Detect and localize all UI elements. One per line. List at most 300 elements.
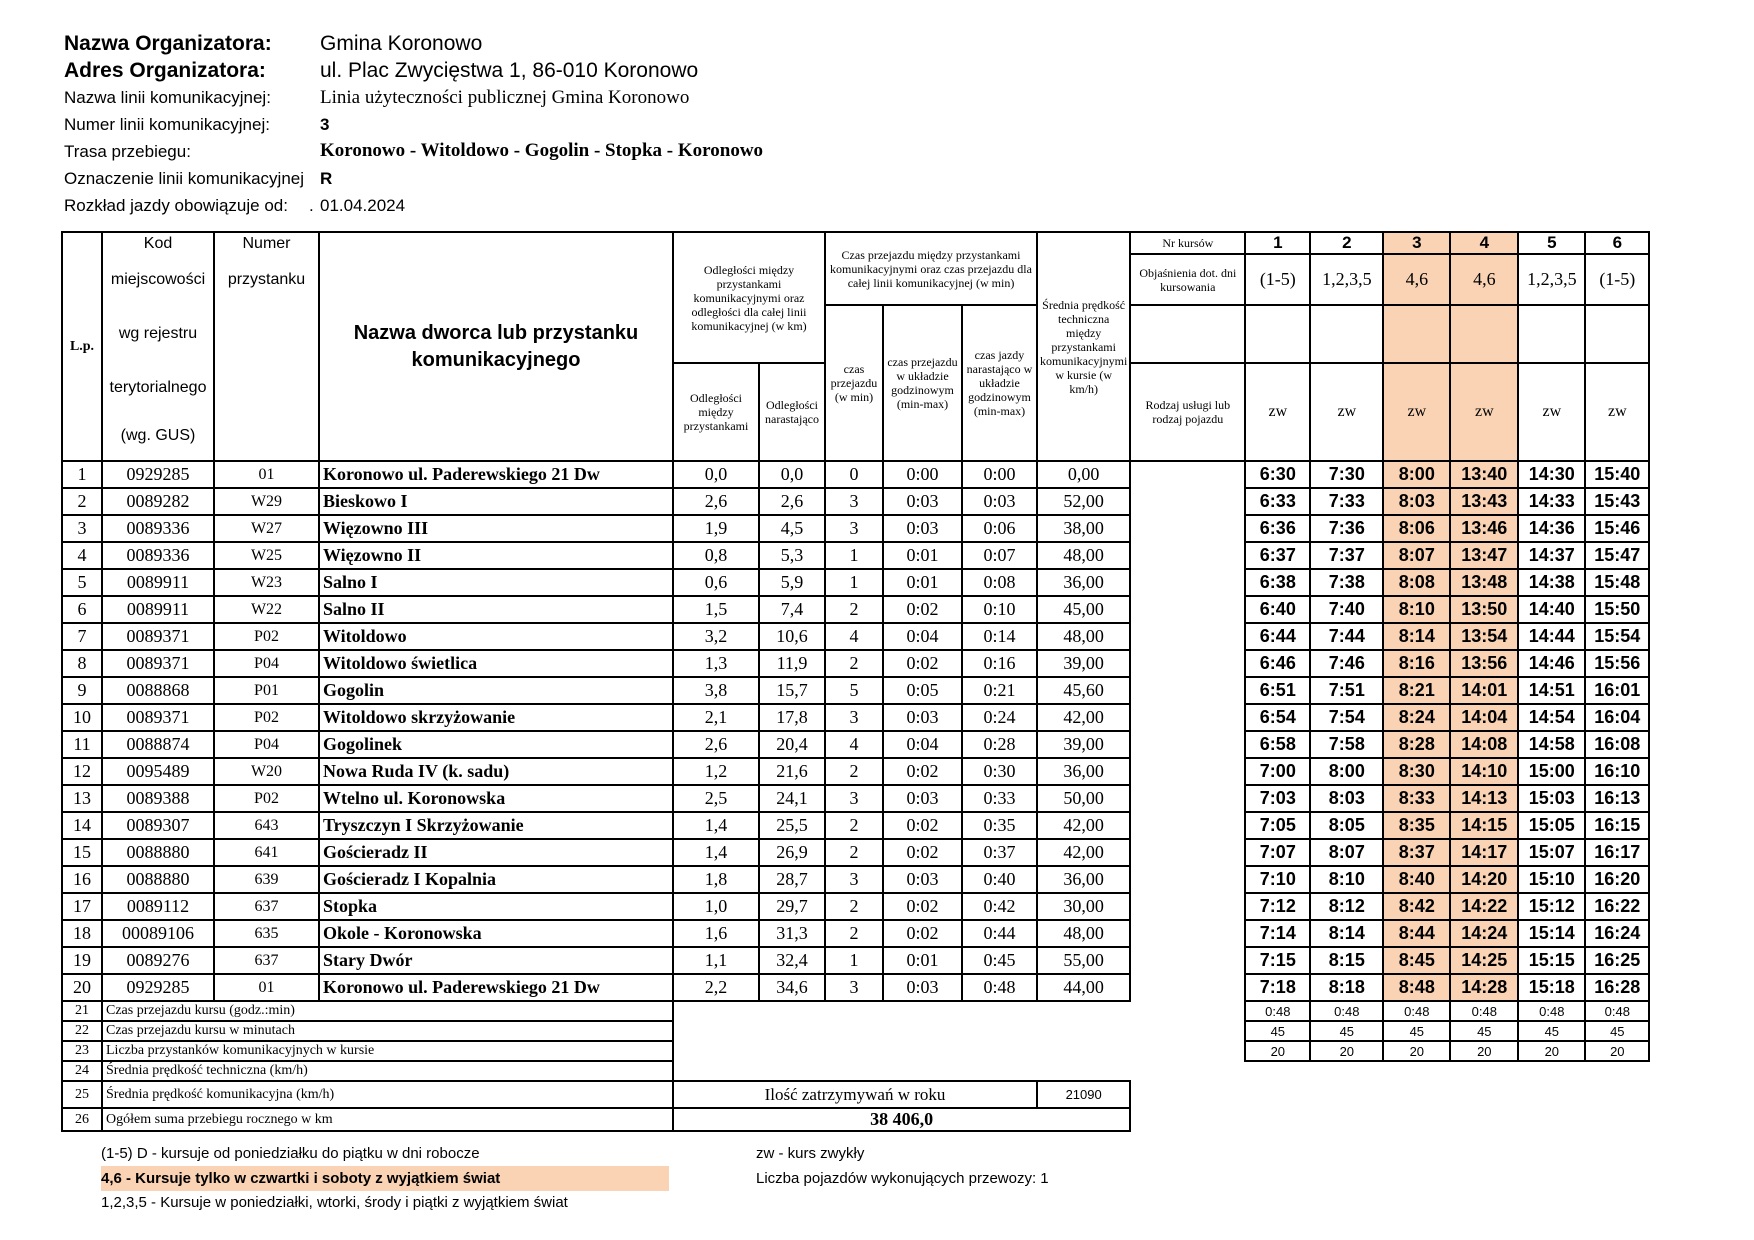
- row-stop-number: W22: [214, 596, 319, 623]
- table-row: [62, 974, 1649, 1001]
- line-number-value: 3: [320, 115, 330, 134]
- valid-value: 01.04.2024: [320, 196, 406, 215]
- row-time-min: 1: [825, 542, 883, 569]
- departure-time: 14:58: [1518, 731, 1585, 758]
- row-spacer: [1130, 839, 1245, 866]
- organizer-value: Gmina Koronowo: [320, 32, 483, 55]
- row-time-min: 4: [825, 731, 883, 758]
- departure-time: 16:08: [1585, 731, 1649, 758]
- row-distance-cum: 21,6: [759, 758, 825, 785]
- row-stop-name: Więzowno III: [319, 515, 673, 542]
- departure-time: 14:15: [1450, 812, 1518, 839]
- course-nr: 5: [1518, 232, 1585, 254]
- valid-label: Rozkład jazdy obowiązuje od:: [64, 196, 288, 215]
- row-gus-code: 0089911: [102, 569, 214, 596]
- summary-value: 0:48: [1450, 1001, 1518, 1021]
- departure-time: 15:56: [1585, 650, 1649, 677]
- row-distance: 2,1: [673, 704, 759, 731]
- summary-value: 45: [1383, 1021, 1450, 1041]
- row-distance-cum: 26,9: [759, 839, 825, 866]
- departure-time: 14:17: [1450, 839, 1518, 866]
- row-time-cum: 0:28: [962, 731, 1037, 758]
- departure-time: 8:18: [1310, 974, 1383, 1001]
- row-distance-cum: 11,9: [759, 650, 825, 677]
- row-lp: 11: [62, 731, 102, 758]
- departure-time: 13:46: [1450, 515, 1518, 542]
- departure-time: 6:30: [1245, 461, 1310, 488]
- departure-time: 7:54: [1310, 704, 1383, 731]
- row-distance-cum: 25,5: [759, 812, 825, 839]
- row-lp: 1: [62, 461, 102, 488]
- departure-time: 7:44: [1310, 623, 1383, 650]
- row-gus-code: 0089371: [102, 650, 214, 677]
- row-spacer: [1130, 596, 1245, 623]
- row-speed: 52,00: [1037, 488, 1130, 515]
- course-nr: 3: [1383, 232, 1450, 254]
- row-spacer: [1130, 785, 1245, 812]
- row-spacer: [1130, 947, 1245, 974]
- row-stop-name: Stary Dwór: [319, 947, 673, 974]
- row-gus-code: 0089282: [102, 488, 214, 515]
- row-spacer: [1130, 515, 1245, 542]
- departure-time: 15:54: [1585, 623, 1649, 650]
- summary-value: 0:48: [1383, 1001, 1450, 1021]
- line-name-value: Linia użyteczności publicznej Gmina Koronowo: [320, 87, 690, 108]
- row-time-min: 2: [825, 596, 883, 623]
- summary-row: [62, 1108, 1649, 1131]
- row-time-hm: 0:01: [883, 542, 962, 569]
- row-time-hm: 0:02: [883, 812, 962, 839]
- row-time-hm: 0:05: [883, 677, 962, 704]
- row-time-cum: 0:42: [962, 893, 1037, 920]
- row-time-min: 1: [825, 947, 883, 974]
- col-head-kod-1: Kod: [102, 232, 214, 254]
- row-stop-name: Stopka: [319, 893, 673, 920]
- row-gus-code: 0089336: [102, 515, 214, 542]
- departure-time: 6:33: [1245, 488, 1310, 515]
- col-head-distance-group: Odległości między przystankami komunikacyjnymi oraz odległości dla całej linii komunikacyjnej (w km): [673, 232, 825, 363]
- row-distance: 1,4: [673, 839, 759, 866]
- line-name-label: Nazwa linii komunikacyjnej:: [64, 88, 271, 107]
- row-stop-name: Okole - Koronowska: [319, 920, 673, 947]
- table-row: [62, 866, 1649, 893]
- summary-row: [62, 1041, 1649, 1061]
- row-speed: 48,00: [1037, 542, 1130, 569]
- row-stop-name: Bieskowo I: [319, 488, 673, 515]
- col-head-kod-45: [102, 363, 214, 461]
- departure-time: 14:51: [1518, 677, 1585, 704]
- row-speed: 42,00: [1037, 812, 1130, 839]
- row-distance-cum: 32,4: [759, 947, 825, 974]
- departure-time: 8:07: [1310, 839, 1383, 866]
- row-lp: 13: [62, 785, 102, 812]
- table-row: [62, 596, 1649, 623]
- departure-time: 7:51: [1310, 677, 1383, 704]
- row-distance: 2,5: [673, 785, 759, 812]
- row-lp: 3: [62, 515, 102, 542]
- table-row: [62, 650, 1649, 677]
- row-lp: 17: [62, 893, 102, 920]
- departure-time: 15:47: [1585, 542, 1649, 569]
- departure-time: 15:40: [1585, 461, 1649, 488]
- row-distance: 1,6: [673, 920, 759, 947]
- summary-value: 0:48: [1310, 1001, 1383, 1021]
- table-row: [62, 893, 1649, 920]
- departure-time: 15:50: [1585, 596, 1649, 623]
- departure-time: 8:07: [1383, 542, 1450, 569]
- departure-time: 16:10: [1585, 758, 1649, 785]
- departure-time: 7:37: [1310, 542, 1383, 569]
- departure-time: 13:47: [1450, 542, 1518, 569]
- departure-time: 14:44: [1518, 623, 1585, 650]
- row-distance: 1,3: [673, 650, 759, 677]
- row-time-cum: 0:40: [962, 866, 1037, 893]
- departure-time: 8:06: [1383, 515, 1450, 542]
- table-row: [62, 947, 1649, 974]
- row-stop-name: Wtelno ul. Koronowska: [319, 785, 673, 812]
- departure-time: 15:07: [1518, 839, 1585, 866]
- row-speed: 45,00: [1037, 596, 1130, 623]
- col-head-time-cum: czas jazdy narastająco w układzie godzinowym (min-max): [962, 305, 1037, 461]
- table-row: [62, 920, 1649, 947]
- row-spacer: [1130, 893, 1245, 920]
- departure-time: 7:40: [1310, 596, 1383, 623]
- course-type: zw: [1245, 363, 1310, 461]
- table-row: [62, 569, 1649, 596]
- row-time-hm: 0:02: [883, 920, 962, 947]
- summary-value: 45: [1450, 1021, 1518, 1041]
- departure-time: 14:40: [1518, 596, 1585, 623]
- summary-label: Średnia prędkość komunikacyjna (km/h): [102, 1081, 673, 1108]
- departure-time: 6:51: [1245, 677, 1310, 704]
- row-distance: 1,2: [673, 758, 759, 785]
- row-stop-name: Witoldowo świetlica: [319, 650, 673, 677]
- row-time-cum: 0:33: [962, 785, 1037, 812]
- row-stop-name: Tryszczyn I Skrzyżowanie: [319, 812, 673, 839]
- organizer-label: Nazwa Organizatora:: [64, 32, 272, 55]
- legend-thu-sat: 4,6 - Kursuje tylko w czwartki i soboty z wyjątkiem świat: [101, 1170, 501, 1187]
- row-distance-cum: 5,3: [759, 542, 825, 569]
- table-row: [62, 488, 1649, 515]
- departure-time: 8:08: [1383, 569, 1450, 596]
- row-stop-number: W27: [214, 515, 319, 542]
- row-time-hm: 0:00: [883, 461, 962, 488]
- row-time-hm: 0:04: [883, 623, 962, 650]
- departure-time: 14:28: [1450, 974, 1518, 1001]
- annual-km: 38 406,0: [673, 1108, 1130, 1131]
- row-stop-number: 641: [214, 839, 319, 866]
- departure-time: 14:30: [1518, 461, 1585, 488]
- row-stop-number: 639: [214, 866, 319, 893]
- row-stop-name: Witoldowo: [319, 623, 673, 650]
- col-head-kod-5: (wg. GUS): [120, 426, 196, 444]
- row-stop-number: P02: [214, 785, 319, 812]
- row-stop-number: 635: [214, 920, 319, 947]
- row-spacer: [1130, 758, 1245, 785]
- line-number-label: Numer linii komunikacyjnej:: [64, 115, 270, 134]
- departure-time: 15:15: [1518, 947, 1585, 974]
- row-distance: 3,2: [673, 623, 759, 650]
- row-time-min: 3: [825, 515, 883, 542]
- row-spacer: [1130, 488, 1245, 515]
- row-time-hm: 0:03: [883, 866, 962, 893]
- departure-time: 8:21: [1383, 677, 1450, 704]
- col-head-nr-kursow: Nr kursów: [1130, 232, 1245, 254]
- row-gus-code: 0095489: [102, 758, 214, 785]
- table-row: [62, 731, 1649, 758]
- col-head-dist-between: Odległości między przystankami: [673, 363, 759, 461]
- departure-time: 8:10: [1310, 866, 1383, 893]
- row-stop-number: W23: [214, 569, 319, 596]
- row-spacer: [1130, 569, 1245, 596]
- departure-time: 14:22: [1450, 893, 1518, 920]
- row-distance-cum: 2,6: [759, 488, 825, 515]
- row-stop-name: Nowa Ruda IV (k. sadu): [319, 758, 673, 785]
- departure-time: 7:58: [1310, 731, 1383, 758]
- departure-time: 7:30: [1310, 461, 1383, 488]
- row-gus-code: 0929285: [102, 974, 214, 1001]
- route-label: Trasa przebiegu:: [64, 142, 191, 161]
- departure-time: 7:12: [1245, 893, 1310, 920]
- row-speed: 30,00: [1037, 893, 1130, 920]
- row-time-min: 1: [825, 569, 883, 596]
- course-days: (1-5): [1245, 254, 1310, 305]
- departure-time: 14:20: [1450, 866, 1518, 893]
- departure-time: 8:12: [1310, 893, 1383, 920]
- departure-time: 14:54: [1518, 704, 1585, 731]
- row-time-cum: 0:06: [962, 515, 1037, 542]
- row-time-min: 3: [825, 704, 883, 731]
- departure-time: 8:30: [1383, 758, 1450, 785]
- row-speed: 36,00: [1037, 569, 1130, 596]
- departure-time: 14:01: [1450, 677, 1518, 704]
- departure-time: 7:14: [1245, 920, 1310, 947]
- row-lp: 5: [62, 569, 102, 596]
- row-stop-name: Gościeradz II: [319, 839, 673, 866]
- row-speed: 48,00: [1037, 623, 1130, 650]
- departure-time: 15:14: [1518, 920, 1585, 947]
- departure-time: 14:37: [1518, 542, 1585, 569]
- row-distance: 1,9: [673, 515, 759, 542]
- row-distance: 1,4: [673, 812, 759, 839]
- departure-time: 14:04: [1450, 704, 1518, 731]
- table-row: [62, 515, 1649, 542]
- summary-row: [62, 1021, 1649, 1041]
- row-gus-code: 00089106: [102, 920, 214, 947]
- row-stop-number: P04: [214, 731, 319, 758]
- departure-time: 6:40: [1245, 596, 1310, 623]
- row-time-min: 3: [825, 974, 883, 1001]
- departure-time: 15:43: [1585, 488, 1649, 515]
- row-stop-number: 637: [214, 947, 319, 974]
- departure-time: 14:24: [1450, 920, 1518, 947]
- table-row: [62, 839, 1649, 866]
- row-time-min: 3: [825, 866, 883, 893]
- row-stop-name: Koronowo ul. Paderewskiego 21 Dw: [319, 461, 673, 488]
- row-lp: 18: [62, 920, 102, 947]
- departure-time: 7:33: [1310, 488, 1383, 515]
- row-stop-name: Gogolinek: [319, 731, 673, 758]
- row-distance-cum: 5,9: [759, 569, 825, 596]
- route-value: Koronowo - Witoldowo - Gogolin - Stopka - Koronowo: [320, 140, 764, 161]
- departure-time: 14:08: [1450, 731, 1518, 758]
- row-time-cum: 0:30: [962, 758, 1037, 785]
- summary-row: [62, 1081, 1649, 1108]
- summary-lp: 24: [62, 1061, 102, 1081]
- course-days: (1-5): [1585, 254, 1649, 305]
- course-type: zw: [1585, 363, 1649, 461]
- course-days: 4,6: [1450, 254, 1518, 305]
- course-type: zw: [1518, 363, 1585, 461]
- row-gus-code: 0929285: [102, 461, 214, 488]
- course-type: zw: [1310, 363, 1383, 461]
- departure-time: 7:05: [1245, 812, 1310, 839]
- col-head-dist-cum: Odległości narastająco: [759, 363, 825, 461]
- row-distance-cum: 0,0: [759, 461, 825, 488]
- row-time-hm: 0:04: [883, 731, 962, 758]
- col-head-rodzaj: Rodzaj usługi lub rodzaj pojazdu: [1130, 363, 1245, 461]
- row-time-hm: 0:02: [883, 839, 962, 866]
- row-distance: 3,8: [673, 677, 759, 704]
- table-row: [62, 677, 1649, 704]
- row-stop-name: Gogolin: [319, 677, 673, 704]
- row-distance: 2,6: [673, 731, 759, 758]
- row-lp: 14: [62, 812, 102, 839]
- row-time-min: 2: [825, 812, 883, 839]
- summary-value: 20: [1518, 1041, 1585, 1061]
- departure-time: 14:25: [1450, 947, 1518, 974]
- departure-time: 8:48: [1383, 974, 1450, 1001]
- row-distance: 2,2: [673, 974, 759, 1001]
- col-head-time-hm: czas przejazdu w układzie godzinowym (min-max): [883, 305, 962, 461]
- row-stop-name: Salno II: [319, 596, 673, 623]
- departure-time: 8:14: [1383, 623, 1450, 650]
- row-time-min: 5: [825, 677, 883, 704]
- row-time-hm: 0:02: [883, 596, 962, 623]
- col-head-num-1: Numer: [214, 232, 319, 254]
- departure-time: 15:18: [1518, 974, 1585, 1001]
- summary-label: Średnia prędkość techniczna (km/h): [102, 1061, 673, 1081]
- summary-row: [62, 1001, 1649, 1021]
- departure-time: 8:15: [1310, 947, 1383, 974]
- row-speed: 44,00: [1037, 974, 1130, 1001]
- address-value: ul. Plac Zwycięstwa 1, 86-010 Koronowo: [320, 59, 699, 82]
- departure-time: 14:10: [1450, 758, 1518, 785]
- departure-time: 16:04: [1585, 704, 1649, 731]
- departure-time: 15:00: [1518, 758, 1585, 785]
- row-time-min: 2: [825, 650, 883, 677]
- row-distance-cum: 28,7: [759, 866, 825, 893]
- row-distance: 1,8: [673, 866, 759, 893]
- departure-time: 7:46: [1310, 650, 1383, 677]
- row-lp: 16: [62, 866, 102, 893]
- row-time-min: 4: [825, 623, 883, 650]
- row-time-cum: 0:08: [962, 569, 1037, 596]
- row-distance-cum: 17,8: [759, 704, 825, 731]
- row-speed: 55,00: [1037, 947, 1130, 974]
- departure-time: 6:54: [1245, 704, 1310, 731]
- row-gus-code: 0088880: [102, 866, 214, 893]
- row-stop-number: W20: [214, 758, 319, 785]
- col-head-kod-2: miejscowości: [102, 254, 214, 305]
- summary-value: 20: [1383, 1041, 1450, 1061]
- legend-mon-tue-wed-fri: 1,2,3,5 - Kursuje w poniedziałki, wtorki, środy i piątki z wyjątkiem świat: [101, 1194, 568, 1211]
- departure-time: 8:44: [1383, 920, 1450, 947]
- summary-lp: 22: [62, 1021, 102, 1041]
- legend-weekdays: (1-5) D - kursuje od poniedziałku do piątku w dni robocze: [101, 1145, 480, 1162]
- summary-label: Liczba przystanków komunikacyjnych w kursie: [102, 1041, 673, 1061]
- table-row: [62, 785, 1649, 812]
- summary-value: 45: [1585, 1021, 1649, 1041]
- col-head-num-2: przystanku: [214, 254, 319, 305]
- summary-lp: 21: [62, 1001, 102, 1021]
- course-nr: 6: [1585, 232, 1649, 254]
- row-distance-cum: 10,6: [759, 623, 825, 650]
- summary-lp: 25: [62, 1081, 102, 1108]
- row-time-cum: 0:03: [962, 488, 1037, 515]
- course-type: zw: [1450, 363, 1518, 461]
- departure-time: 16:15: [1585, 812, 1649, 839]
- row-lp: 20: [62, 974, 102, 1001]
- summary-value: 45: [1518, 1021, 1585, 1041]
- row-spacer: [1130, 542, 1245, 569]
- address-label: Adres Organizatora:: [64, 59, 266, 82]
- summary-value: 0:48: [1585, 1001, 1649, 1021]
- row-distance: 1,1: [673, 947, 759, 974]
- row-lp: 10: [62, 704, 102, 731]
- summary-label: Ogółem suma przebiegu rocznego w km: [102, 1108, 673, 1131]
- departure-time: 8:00: [1383, 461, 1450, 488]
- row-time-hm: 0:03: [883, 488, 962, 515]
- departure-time: 14:33: [1518, 488, 1585, 515]
- departure-time: 8:45: [1383, 947, 1450, 974]
- summary-lp: 23: [62, 1041, 102, 1061]
- course-days: 1,2,3,5: [1518, 254, 1585, 305]
- departure-time: 13:56: [1450, 650, 1518, 677]
- row-time-cum: 0:16: [962, 650, 1037, 677]
- departure-time: 15:46: [1585, 515, 1649, 542]
- departure-time: 7:15: [1245, 947, 1310, 974]
- row-distance-cum: 7,4: [759, 596, 825, 623]
- departure-time: 16:22: [1585, 893, 1649, 920]
- row-time-hm: 0:01: [883, 947, 962, 974]
- row-time-hm: 0:02: [883, 650, 962, 677]
- row-stop-name: Witoldowo skrzyżowanie: [319, 704, 673, 731]
- row-spacer: [1130, 650, 1245, 677]
- departure-time: 14:46: [1518, 650, 1585, 677]
- departure-time: 6:36: [1245, 515, 1310, 542]
- row-spacer: [1130, 812, 1245, 839]
- row-spacer: [1130, 461, 1245, 488]
- row-gus-code: 0088868: [102, 677, 214, 704]
- departure-time: 6:44: [1245, 623, 1310, 650]
- departure-time: 16:01: [1585, 677, 1649, 704]
- row-gus-code: 0089388: [102, 785, 214, 812]
- table-row: [62, 461, 1649, 488]
- row-stop-number: P01: [214, 677, 319, 704]
- row-distance: 0,0: [673, 461, 759, 488]
- row-speed: 42,00: [1037, 839, 1130, 866]
- departure-time: 14:38: [1518, 569, 1585, 596]
- departure-time: 7:38: [1310, 569, 1383, 596]
- departure-time: 8:33: [1383, 785, 1450, 812]
- summary-rows: [62, 1001, 1649, 1131]
- row-time-hm: 0:03: [883, 974, 962, 1001]
- departure-time: 7:18: [1245, 974, 1310, 1001]
- col-head-speed: Średnia prędkość techniczna między przystankami komunikacyjnymi w kursie (w km/h): [1037, 232, 1130, 461]
- row-lp: 2: [62, 488, 102, 515]
- departure-time: 14:13: [1450, 785, 1518, 812]
